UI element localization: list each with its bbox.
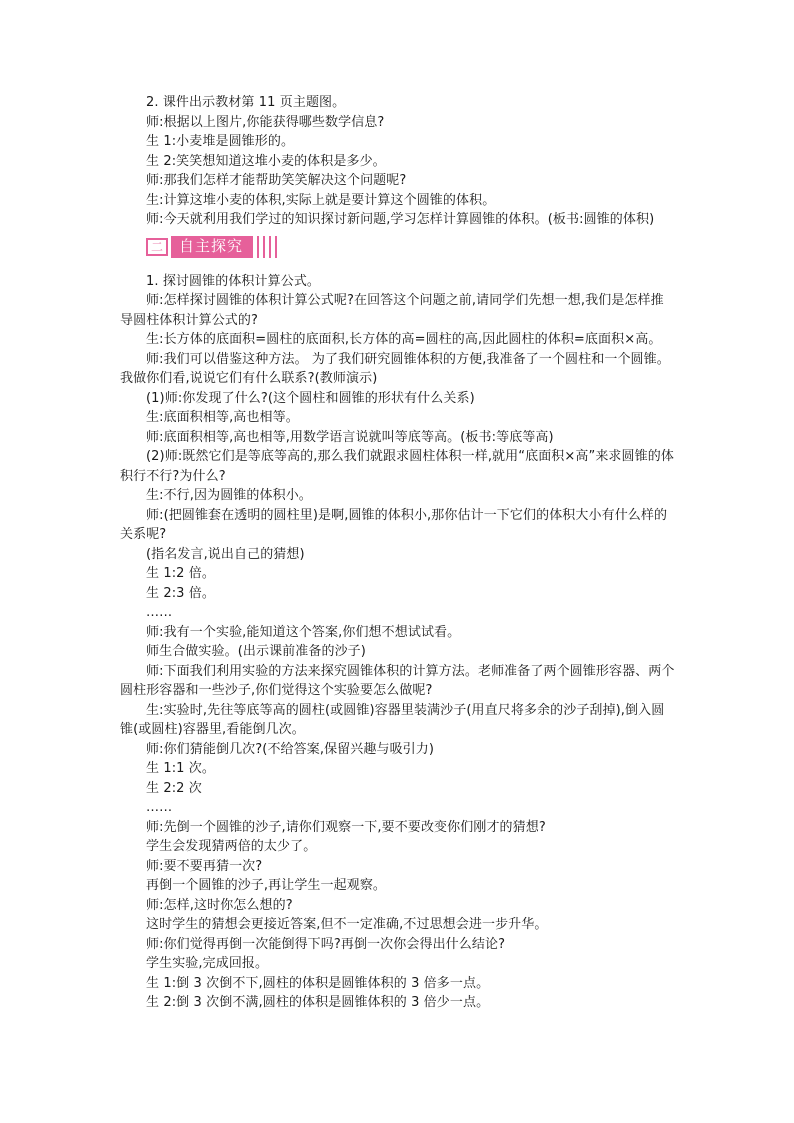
paragraph: 师:(把圆锥套在透明的圆柱里)是啊,圆锥的体积小,那你估计一下它们的体积大小有什么样的关系呢? [120,507,668,542]
paragraph: 师:怎样,这时你怎么想的? [146,897,293,913]
paragraph: 师:今天就利用我们学过的知识探讨新问题,学习怎样计算圆锥的体积。(板书:圆锥的体积) [146,212,655,227]
paragraph: 生 2:笑笑想知道这堆小麦的体积是多少。 [146,153,386,169]
paragraph: 生:实验时,先往等底等高的圆柱(或圆锥)容器里装满沙子(用直尺将多余的沙子刮掉),倒入圆锥(或圆柱)容器里,看能倒几次。 [120,702,665,737]
section-number: 二 [150,239,164,254]
paragraph: 生:长方体的底面积=圆柱的底面积,长方体的高=圆柱的高,因此圆柱的体积=底面积×高。 [146,332,662,347]
paragraph: 师:你们猜能倒几次?(不给答案,保留兴趣与吸引力) [146,741,435,757]
section-title: 自主探究 [171,236,253,258]
paragraph: 生 1:2 倍。 [146,566,215,581]
paragraph: 再倒一个圆锥的沙子,再让学生一起观察。 [146,878,387,893]
paragraph: 师:我们可以借鉴这种方法。 为了我们研究圆锥体积的方便,我准备了一个圆柱和一个圆锥。我做你们看,说说它们有什么联系?(教师演示) [120,351,670,386]
paragraph: (1)师:你发现了什么?(这个圆柱和圆锥的形状有什么关系) [146,390,475,406]
paragraph: 学生会发现猜两倍的太少了。 [146,839,317,854]
paragraph: 师:要不要再猜一次? [146,858,263,874]
paragraph: 1. 探讨圆锥的体积计算公式。 [146,273,321,289]
paragraph: 生:不行,因为圆锥的体积小。 [146,488,312,503]
paragraph: 师生合做实验。(出示课前准备的沙子) [146,644,366,659]
paragraph: 2. 课件出示教材第 11 页主题图。 [146,95,346,110]
paragraph: 生 1:小麦堆是圆锥形的。 [146,134,295,149]
paragraph: 生 2:2 次 [146,780,202,796]
paragraph: 师:下面我们利用实验的方法来探究圆锥体积的计算方法。老师准备了两个圆锥形容器、两个圆柱形容器和一些沙子,你们觉得这个实验要怎么做呢? [120,663,675,698]
decorative-bars-icon [257,236,281,258]
paragraph: …… [146,605,173,620]
paragraph: 生:计算这堆小麦的体积,实际上就是要计算这个圆锥的体积。 [146,192,496,208]
paragraph: 生 2:3 倍。 [146,585,215,601]
paragraph: 生 2:倒 3 次倒不满,圆柱的体积是圆锥体积的 3 倍少一点。 [146,995,490,1010]
paragraph: 生 1:倒 3 次倒不下,圆柱的体积是圆锥体积的 3 倍多一点。 [146,975,490,991]
paragraph: 生 1:1 次。 [146,761,215,776]
paragraph: 师:根据以上图片,你能获得哪些数学信息? [146,114,385,130]
document-page [120,93,676,1013]
intro-block [120,93,676,230]
paragraph: 师:你们觉得再倒一次能倒得下吗?再倒一次你会得出什么结论? [146,936,506,952]
section-number-box [146,238,168,256]
paragraph: 师:底面积相等,高也相等,用数学语言说就叫等底等高。(板书:等底等高) [146,429,554,445]
paragraph: (指名发言,说出自己的猜想) [146,546,305,562]
paragraph: (2)师:既然它们是等底等高的,那么我们就跟求圆柱体积一样,就用“底面积×高”来求圆锥的体积行不行?为什么? [120,449,674,484]
paragraph: 学生实验,完成回报。 [146,956,269,971]
paragraph: 这时学生的猜想会更接近答案,但不一定准确,不过思想会进一步升华。 [146,917,548,932]
paragraph: 师:我有一个实验,能知道这个答案,你们想不想试试看。 [146,624,461,640]
paragraph: 师:那我们怎样才能帮助笑笑解决这个问题呢? [146,173,407,188]
section-header [146,236,676,258]
paragraph: 师:怎样探讨圆锥的体积计算公式呢?在回答这个问题之前,请同学们先想一想,我们是怎样推导圆柱体积计算公式的? [120,293,664,328]
paragraph: 师:先倒一个圆锥的沙子,请你们观察一下,要不要改变你们刚才的猜想? [146,819,546,835]
body-block [120,272,676,1013]
paragraph: …… [146,800,173,815]
paragraph: 生:底面积相等,高也相等。 [146,410,299,425]
